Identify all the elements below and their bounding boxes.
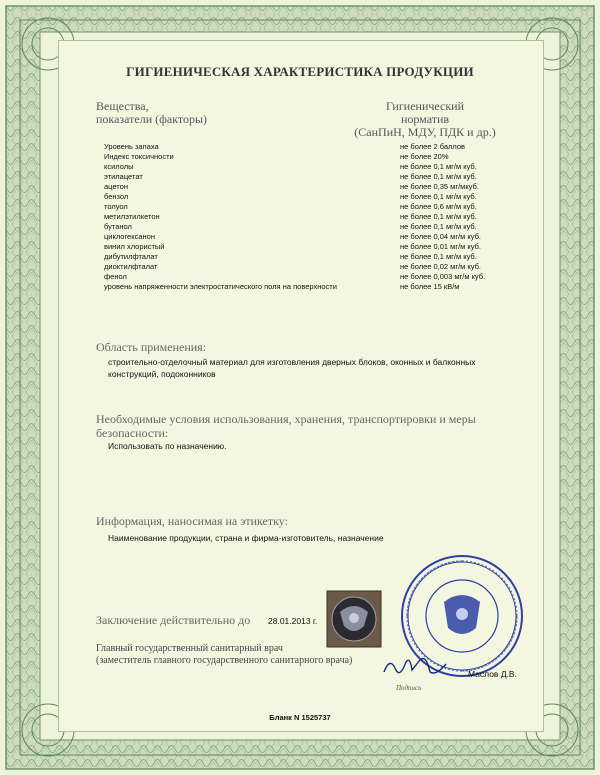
table-row: фенол не более 0,003 мг/м куб. xyxy=(104,272,486,281)
signer-name: Маслов Д.В. xyxy=(468,669,517,679)
table-row: ацетон не более 0,35 мг/мкуб. xyxy=(104,182,479,191)
application-text xyxy=(108,356,476,380)
header-left-line-1: Вещества, xyxy=(96,99,149,113)
label-info-text: Наименование продукции, страна и фирма-изготовитель, назначение xyxy=(108,533,384,543)
hologram-sticker xyxy=(326,590,382,648)
doctor-title-line-2: (заместитель главного государственного санитарного врача) xyxy=(96,655,353,666)
table-row: уровень напряженности электростатического поля на поверхности не более 15 кВ/м xyxy=(104,282,460,291)
conditions-text: Использовать по назначению. xyxy=(108,441,227,451)
table-row: бутанол не более 0,1 мг/м куб. xyxy=(104,222,477,231)
table-row: толуол не более 0,6 мг/м куб. xyxy=(104,202,477,211)
header-substances xyxy=(96,100,207,126)
table-row: бензол не более 0,1 мг/м куб. xyxy=(104,192,477,201)
signature xyxy=(380,652,450,680)
header-right-line-1: Гигиенический xyxy=(385,99,465,113)
table-row: Индекс токсичности не более 20% xyxy=(104,152,449,161)
doctor-title xyxy=(96,643,352,667)
conditions-label-line-1: Необходимые условия использования, хранения, транспортировки и меры xyxy=(96,412,476,426)
header-right-line-3: (СанПиН, МДУ, ПДК и др.) xyxy=(354,125,496,139)
table-row: Уровень запаха не более 2 баллов xyxy=(104,142,466,151)
table-row: дибутилфталат не более 0,1 мг/м куб. xyxy=(104,252,477,261)
conclusion-date: 28.01.2013 г. xyxy=(268,616,318,626)
conditions-label xyxy=(96,412,476,440)
header-right-line-2: норматив xyxy=(400,112,450,126)
header-norm xyxy=(340,100,510,139)
conditions-label-line-2: безопасности: xyxy=(96,426,169,440)
application-text-line-1: строительно-отделочный материал для изготовления дверных блоков, оконных и балконных xyxy=(108,357,476,367)
table-row: циклогексанон не более 0,04 мг/м куб. xyxy=(104,232,481,241)
application-text-line-2: конструкций, подоконников xyxy=(108,369,216,379)
blank-number: Бланк N 1525737 xyxy=(269,713,331,722)
header-left-line-2: показатели (факторы) xyxy=(96,112,208,126)
application-label: Область применения: xyxy=(96,340,207,354)
document-title: ГИГИЕНИЧЕСКАЯ ХАРАКТЕРИСТИКА ПРОДУКЦИИ xyxy=(126,64,474,79)
doctor-title-line-1: Главный государственный санитарный врач xyxy=(96,643,283,654)
table-row: винил хлористый не более 0,01 мг/м куб. xyxy=(104,242,481,251)
table-row: диоктилфталат не более 0,02 мг/м куб. xyxy=(104,262,481,271)
table-row: ксилолы не более 0,1 мг/м куб. xyxy=(104,162,477,171)
signature-caption: Подпись xyxy=(396,684,422,692)
table-row: метилэтилкетон не более 0,1 мг/м куб. xyxy=(104,212,477,221)
label-info-label: Информация, наносимая на этикетку: xyxy=(96,514,288,528)
table-row: этилацетат не более 0,1 мг/м куб. xyxy=(104,172,477,181)
conclusion-label: Заключение действительно до xyxy=(96,613,251,627)
